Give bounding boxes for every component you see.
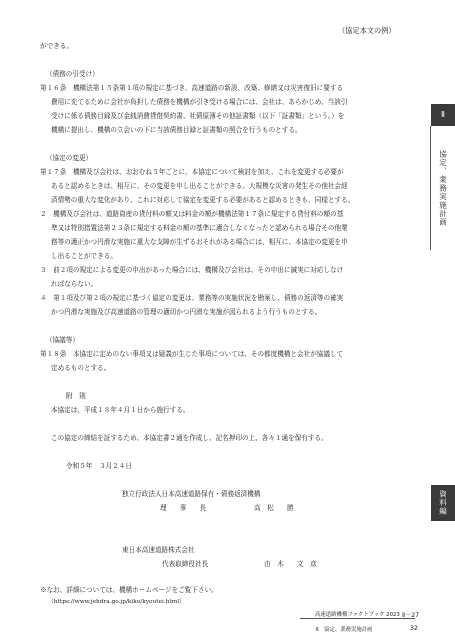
section-title-amendment: （協定の変更） [46,154,93,162]
party-2-organization: 東日本高速道路株式会社 [122,546,195,554]
article-18-line-2: 定めるものとする。 [51,364,111,372]
article-17-para2-line-2: 準又は特別措置法第２３条に規定する料金の額の基準に適合しなくなったと認められる場合その他業 [51,224,348,232]
article-16-line-2: 費用に充てるために会社が負担した債務を機構が引き受ける場合には、会社は、あらかじめ、当該引 [51,98,348,106]
footer-divider [300,618,415,619]
article-17-line-3: 済情勢の重大な変化があり、これに対応して協定を変更する必要があると認めるときも、同様とする。 [51,196,355,204]
continuation-line: ができる。 [40,42,73,50]
party-1-name: 高 松 勝 [254,504,294,512]
article-16-line-3: 受けに係る債務目録及び金銭消費貸借契約書、社債原簿その他証書類（以下「証書類」という。）を [51,112,345,120]
party-1-organization: 独立行政法人日本高速道路保有・債務返済機構 [122,490,261,498]
party-2-name: 由 木 文 彦 [264,560,317,568]
footer-section-page: Ⅱ－27 [402,612,420,619]
article-16-line-4: 機構に提出し、機構の立会いの下に当該債務目録と証書類の照合を行うものとする。 [51,126,302,134]
supplementary-provisions-text: 本協定は、平成１８年４月１日から施行する。 [51,406,190,414]
footer-section-name: Ⅱ 協定、業務実施計画 [316,627,373,633]
reference-section-tab [431,485,455,521]
section-title-debt: （債務の引受け） [46,70,99,78]
document-type-tag: （協定本文の例） [338,26,396,35]
note-details: ※なお、詳細については、機構ホームページをご覧下さい。 [40,586,218,594]
article-17-para4-line-2: かつ円滑な実施及び高速道路の管理の適切かつ円滑な実施が図られるよう行うものとする。 [51,308,322,316]
signing-date: 令和５年 ３月２４日 [66,462,132,470]
section-label-text: 協定、業務実施計画 [438,149,448,227]
party-1-role: 理 事 長 [160,504,207,512]
footer-page-number: 32 [410,625,418,632]
article-17-para2-line-1: ２ 機構及び会社は、道路資産の貸付料の額又は料金の額が機構法第１７条に規定する貸付料の額の基 [40,210,344,218]
note-url[interactable]: （https://www.jehdra.go.jp/kiko/kyoutei.html） [48,599,185,605]
article-17-line-2: あると認めるときは、相互に、その変更を申し出ることができる。大規模な災害の発生その他社会経 [51,182,348,190]
article-17-para3-line-1: ３ 前２項の規定による変更の申出があった場合には、機構及び会社は、その申出に誠実に対応しなけ [40,266,344,274]
reference-section-label: 資料編 [438,490,448,516]
article-18-line-1: 第１８条 本協定に定めのない事項又は疑義が生じた事項については、その都度機構と会社が協議して [40,350,344,358]
section-label-tab [430,126,455,250]
attestation-text: この協定の締結を証するため、本協定書２通を作成し、記名押印の上、各々１通を保有する。 [51,434,328,442]
section-title-consultation: （協議等） [46,336,79,344]
supplementary-provisions-title: 附 則 [66,392,86,400]
article-17-para4-line-1: ４ 第１項及び第２項の規定に基づく協定の変更は、業務等の実施状況を勘案し、債務の返済等の確実 [40,294,344,302]
footer-book-title: 高速道路機構ファクトブック 2023 [315,612,400,618]
section-number-tab: Ⅱ [431,104,455,126]
article-16-line-1: 第１６条 機構法第１５条第１項の規定に基づき、高速道路の新設、改築、修繕又は災害復旧に要する [40,84,344,92]
article-17-para2-line-3: 務等の適正かつ円滑な実施に重大な支障が生ずるおそれがある場合には、相互に、本協定の変更を申 [51,238,348,246]
article-17-para2-line-4: し出ることができる。 [51,252,117,260]
article-17-para3-line-2: ればならない。 [51,280,98,288]
article-17-line-1: 第１７条 機構及び会社は、おおむね５年ごとに、本協定について検討を加え、これを変更する必要が [40,168,344,176]
party-2-role: 代表取締役社長 [162,560,209,568]
